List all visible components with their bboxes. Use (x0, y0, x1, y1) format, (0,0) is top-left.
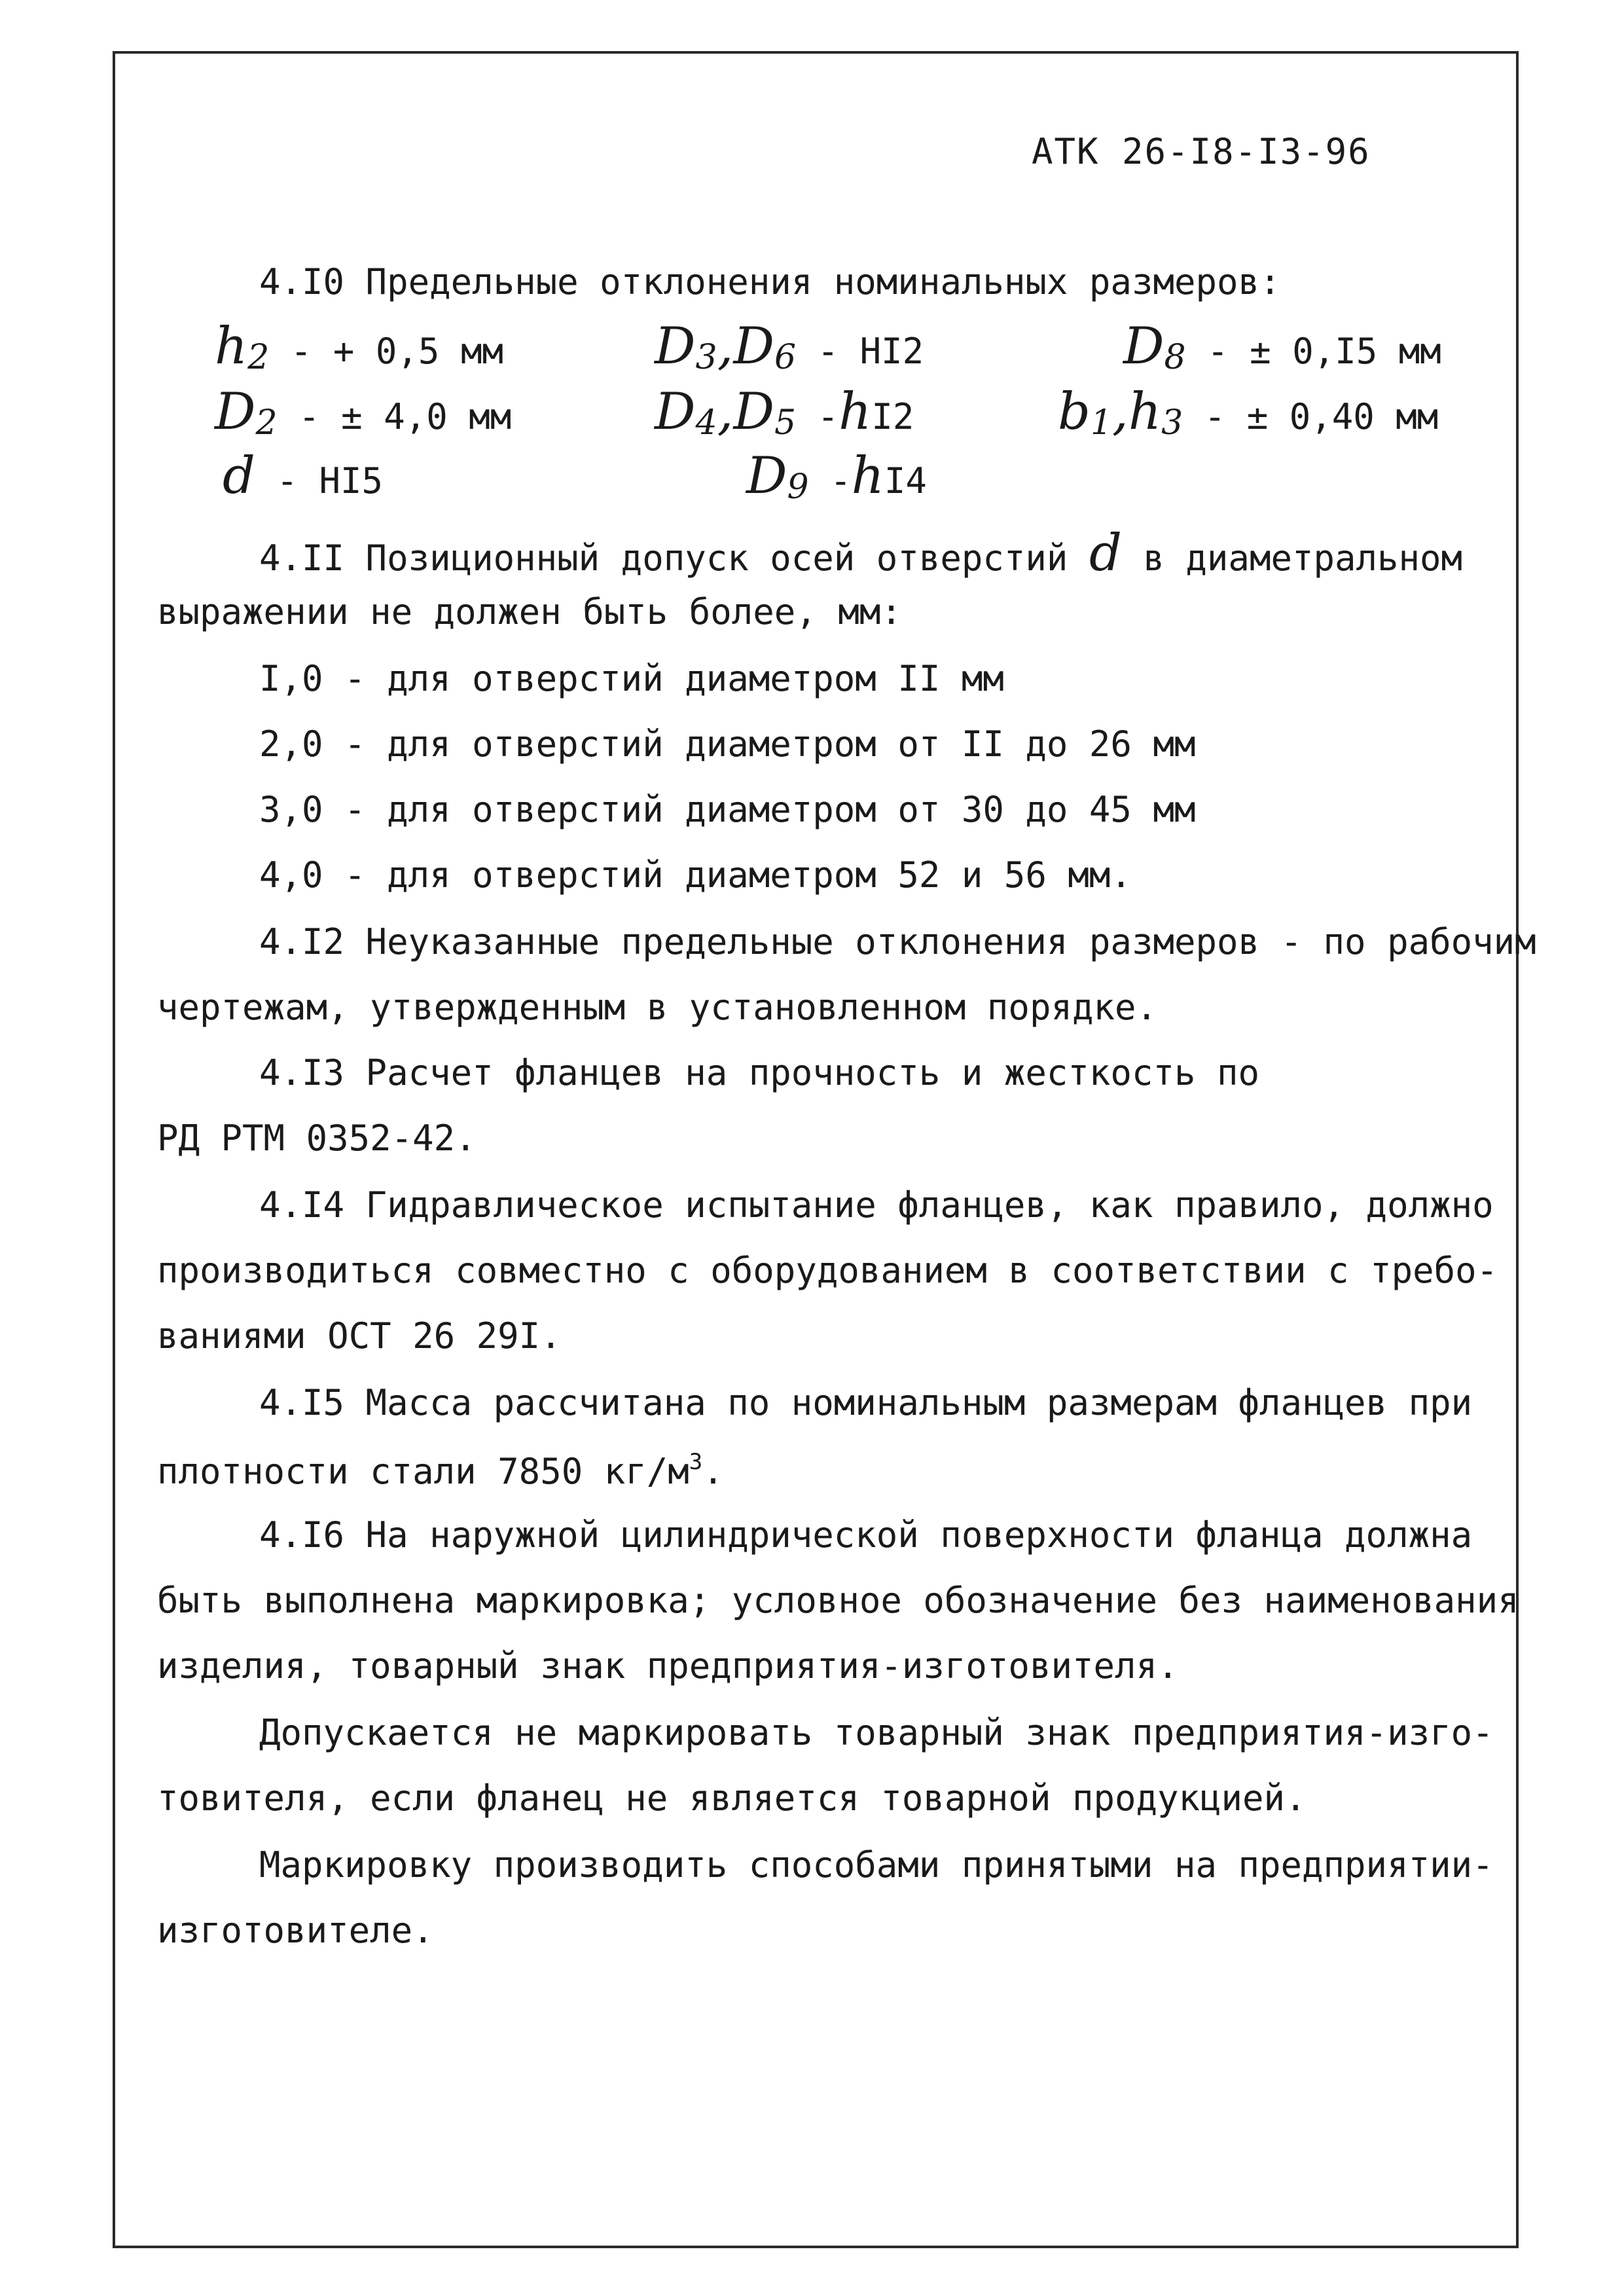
section-4-14-line-1: 4.I4 Гидравлическое испытание фланцев, как правило, должно (259, 1184, 1494, 1226)
section-4-11-item-4: 4,0 - для отверстий диаметром 52 и 56 мм. (259, 854, 1132, 896)
section-4-11-line-2: выражении не должен быть более, мм: (157, 591, 902, 632)
document-code: АТК 26-I8-I3-96 (1032, 131, 1371, 172)
tolerance-d3-d6: $D_3,D_6 - HI2$ (655, 317, 924, 377)
tolerance-d4-d5: $D_4,D_5$ -hI2 (655, 382, 914, 443)
section-4-11-item-2: 2,0 - для отверстий диаметром от II до 26 мм (259, 723, 1196, 765)
section-4-14-line-3: ваниями ОСТ 26 29I. (157, 1315, 562, 1357)
marking-para-line-1: Маркировку производить способами принятыми на предприятии- (259, 1844, 1494, 1886)
section-4-12-line-1: 4.I2 Неуказанные предельные отклонения размеров - по рабочим (259, 921, 1536, 962)
section-4-13-line-2: РД РТМ 0352-42. (157, 1118, 477, 1159)
section-4-14-line-2: производиться совместно с оборудованием в соответствии с требо- (157, 1250, 1498, 1291)
section-4-11-line-1: 4.II Позиционный допуск осей отверстий d в диаметральном (259, 524, 1463, 583)
section-4-15-line-2: плотности стали 7850 $кг/м^3$. (157, 1449, 724, 1492)
section-4-10-heading: 4.I0 Предельные отклонения номинальных размеров: (259, 261, 1281, 302)
tolerance-h2: $h_2$ - + 0,5 мм (215, 317, 503, 377)
tolerance-d2: $D_2$ - ± 4,0 мм (215, 382, 512, 443)
section-4-16-line-2: быть выполнена маркировка; условное обозначение без наименования (157, 1580, 1519, 1621)
marking-para-line-2: изготовителе. (157, 1910, 434, 1951)
section-4-16-line-3: изделия, товарный знак предприятия-изготовителя. (157, 1645, 1179, 1686)
section-4-11-item-1: I,0 - для отверстий диаметром II мм (259, 658, 1004, 699)
section-4-12-line-2: чертежам, утвержденным в установленном порядке. (157, 987, 1158, 1028)
allow-para-line-2: товителя, если фланец не является товарной продукцией. (157, 1777, 1307, 1819)
tolerance-d8: $D_8$ - ± 0,I5 мм (1123, 317, 1441, 377)
section-4-15-line-1: 4.I5 Масса рассчитана по номинальным размерам фланцев при (259, 1382, 1473, 1423)
section-4-11-item-3: 3,0 - для отверстий диаметром от 30 до 45 мм (259, 789, 1196, 830)
tolerance-d9: $D_9$ -hI4 (746, 446, 927, 507)
allow-para-line-1: Допускается не маркировать товарный знак предприятия-изго- (259, 1712, 1494, 1753)
tolerance-b1-h3: $b_1,h_3$ - ± 0,40 мм (1058, 382, 1439, 443)
section-4-13-line-1: 4.I3 Расчет фланцев на прочность и жесткость по (259, 1052, 1260, 1093)
section-4-16-line-1: 4.I6 На наружной цилиндрической поверхности фланца должна (259, 1514, 1473, 1556)
tolerance-d: d - HI5 (223, 446, 384, 505)
